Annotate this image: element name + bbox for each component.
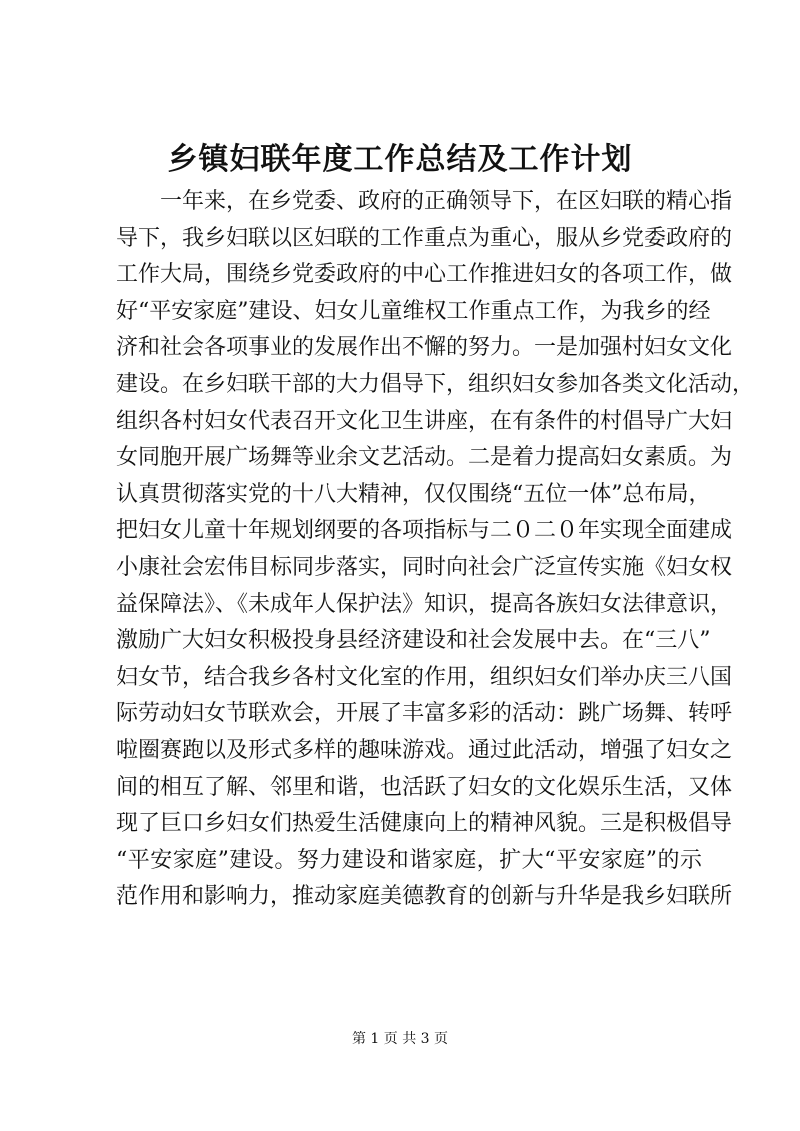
text-line-10: 把妇女儿童十年规划纲要的各项指标与二０二０年实现全面建成 — [116, 518, 733, 544]
text-line-16: 啦圈赛跑以及形式多样的趣味游戏。通过此活动，增强了妇女之 — [116, 737, 733, 763]
text-line-1: 一年来，在乡党委、政府的正确领导下，在区妇联的精心指 — [160, 189, 733, 214]
text-line-12: 益保障法》、《未成年人保护法》知识，提高各族妇女法律意识， — [116, 591, 733, 617]
text-line-14: 妇女节，结合我乡各村文化室的作用，组织妇女们举办庆三八国 — [116, 664, 733, 690]
text-line-8: 女同胞开展广场舞等业余文艺活动。二是着力提高妇女素质。为 — [116, 445, 733, 471]
text-line-6: 建设。在乡妇联干部的大力倡导下，组织妇女参加各类文化活动， — [116, 371, 755, 397]
page-number-footer: 第 1 页 共 3 页 — [351, 1031, 449, 1047]
text-line-18: 现了巨口乡妇女们热爱生活健康向上的精神风貌。三是积极倡导 — [116, 811, 733, 837]
text-line-20: 范作用和影响力，推动家庭美德教育的创新与升华是我乡妇联所 — [116, 884, 733, 910]
document-body — [116, 184, 755, 916]
text-line-4: 好“平安家庭”建设、妇女儿童维权工作重点工作，为我乡的经 — [116, 298, 711, 324]
text-line-2: 导下，我乡妇联以区妇联的工作重点为重心，服从乡党委政府的 — [116, 225, 733, 251]
text-line-7: 组织各村妇女代表召开文化卫生讲座，在有条件的村倡导广大妇 — [116, 408, 733, 434]
document-title: 乡镇妇联年度工作总结及工作计划 — [167, 142, 633, 177]
text-line-15: 际劳动妇女节联欢会，开展了丰富多彩的活动：跳广场舞、转呼 — [116, 701, 733, 727]
text-line-13: 激励广大妇女积极投身县经济建设和社会发展中去。在“三八” — [116, 628, 711, 654]
text-line-19: “平安家庭”建设。努力建设和谐家庭，扩大“平安家庭”的示 — [116, 847, 702, 873]
text-line-3: 工作大局，围绕乡党委政府的中心工作推进妇女的各项工作，做 — [116, 262, 733, 288]
text-line-17: 间的相互了解、邻里和谐，也活跃了妇女的文化娱乐生活，又体 — [116, 774, 733, 800]
text-line-5: 济和社会各项事业的发展作出不懈的努力。一是加强村妇女文化 — [116, 335, 733, 361]
text-line-9: 认真贯彻落实党的十八大精神，仅仅围绕“五位一体”总布局， — [116, 481, 711, 507]
text-line-11: 小康社会宏伟目标同步落实，同时向社会广泛宣传实施《妇女权 — [116, 554, 733, 580]
